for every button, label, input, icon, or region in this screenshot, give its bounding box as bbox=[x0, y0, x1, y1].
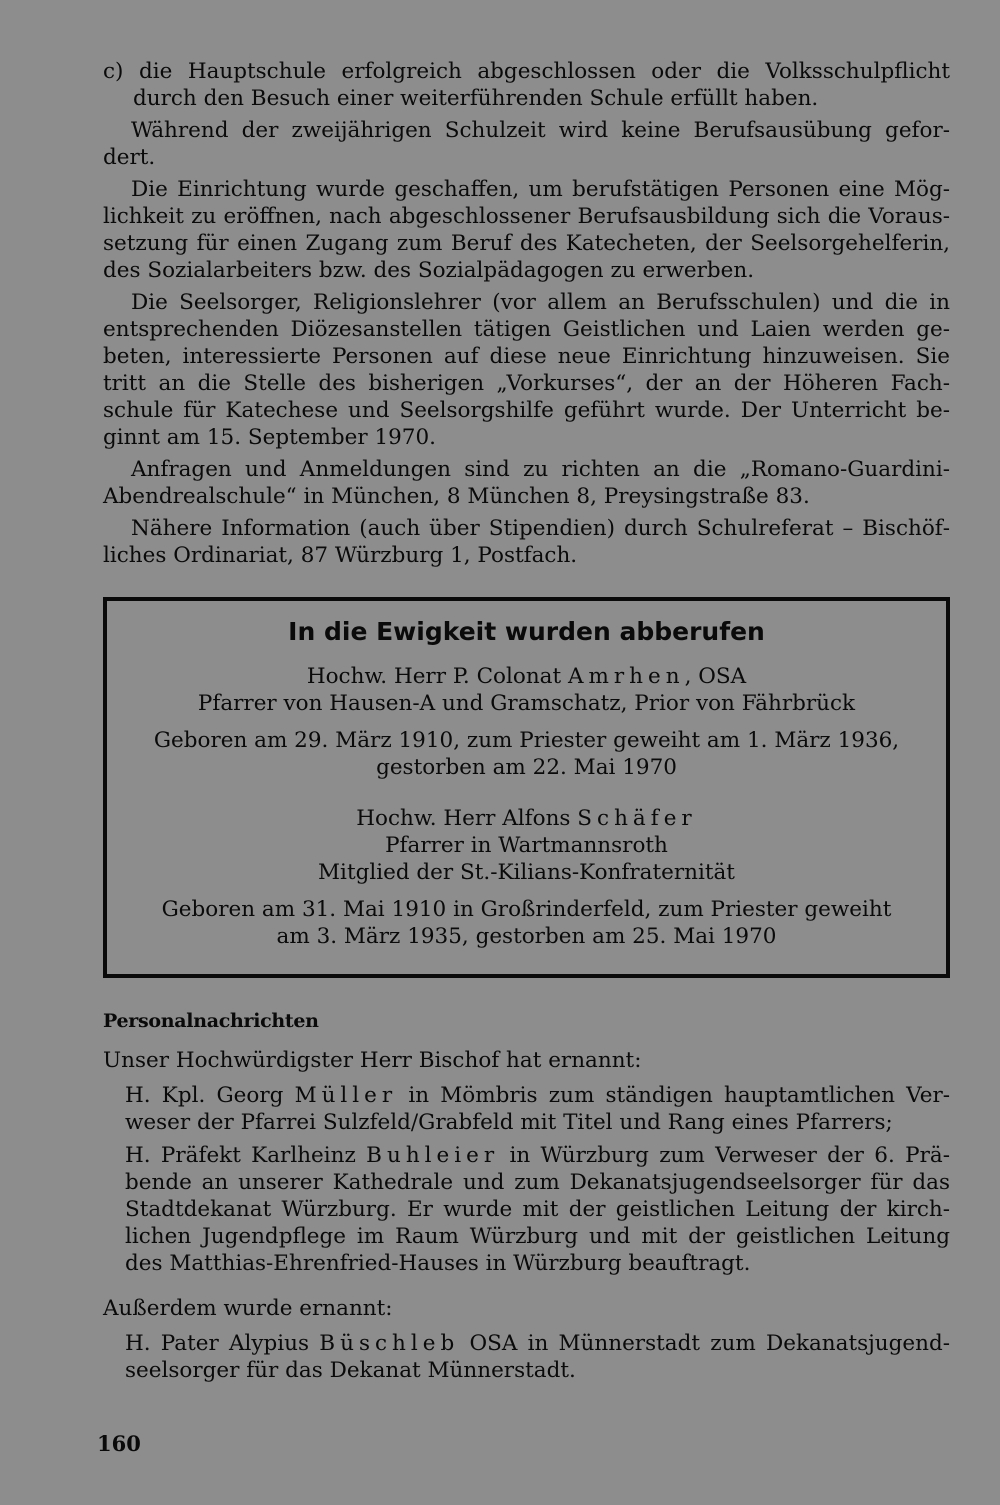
appointee-prefix: H. Pater Alypius bbox=[125, 1331, 310, 1356]
paragraph: Die Einrichtung wurde geschaffen, um berufstätigen Personen eine Möglichkeit zu eröffnen, nach abgeschlossener Berufsausbildung sich die Voraussetzung für einen Zugang zum Beruf des Katecheten, der Seelsorgehelferin, des Sozialarbeiters bzw. des Sozialpädagogen zu erwerben. bbox=[103, 177, 950, 283]
obituary-role: Pfarrer in Wartmannsroth bbox=[385, 833, 668, 858]
surname: Amrhen bbox=[567, 664, 685, 689]
obituary-dates: am 3. März 1935, gestorben am 25. Mai 1970 bbox=[276, 924, 777, 949]
obituary-box bbox=[103, 597, 950, 978]
page-content bbox=[103, 58, 950, 1390]
list-marker: c) bbox=[103, 59, 124, 84]
obituary-title: In die Ewigkeit wurden abberufen bbox=[288, 617, 765, 646]
name-suffix: , OSA bbox=[684, 664, 747, 689]
list-item-text: die Hauptschule erfolgreich abgeschlossen oder die Volksschulpflicht durch den Besuch einer weiterführenden Schule erfüllt haben. bbox=[133, 59, 950, 111]
obituary-name bbox=[147, 663, 906, 690]
appointee-prefix: H. Kpl. Georg bbox=[125, 1083, 284, 1108]
paragraph: Die Seelsorger, Religionslehrer (vor allem an Berufsschulen) und die in entsprechenden Diözesanstellen tätigen Geistlichen und Laien werden gebeten, interessierte Personen auf diese neue Einrichtung hinzuweisen. Sie tritt an die Stelle des bisherigen „Vorkurses“, der an der Höheren Fachschule für Katechese und Seelsorgshilfe geführt wurde. Der Unterricht beginnt am 15. September 1970. bbox=[103, 290, 950, 450]
name-prefix: Hochw. Herr Alfons bbox=[356, 806, 571, 831]
appointment-item bbox=[103, 1082, 950, 1136]
page-number: 160 bbox=[97, 1431, 141, 1456]
appointment-item bbox=[103, 1330, 950, 1384]
obituary-membership: Mitglied der St.-Kilians-Konfraternität bbox=[318, 860, 735, 885]
appointee-surname: Büschleb bbox=[319, 1331, 460, 1356]
appointee-surname: Buhleier bbox=[366, 1143, 500, 1168]
obituary-dates: Geboren am 29. März 1910, zum Priester geweiht am 1. März 1936, bbox=[153, 728, 900, 753]
obituary-dates: gestorben am 22. Mai 1970 bbox=[376, 755, 677, 780]
appointment-text: in Würzburg zum Verweser der 6. Präbende an unserer Kathedrale und zum Dekanatsjugendseelsorger für das Stadtdekanat Würzburg. Er wurde mit der geistlichen Leitung der kirchlichen Jugendpflege im Raum Würzburg und mit der geistlichen Leitung des Matthias-Ehrenfried-Hauses in Würzburg beauftragt. bbox=[125, 1143, 950, 1276]
appointment-text: OSA in Münnerstadt zum Dekanatsjugendseelsorger für das Dekanat Münnerstadt. bbox=[125, 1331, 950, 1383]
appointee-prefix: H. Präfekt Karlheinz bbox=[125, 1143, 356, 1168]
obituary-dates: Geboren am 31. Mai 1910 in Großrinderfeld, zum Priester geweiht bbox=[161, 897, 892, 922]
appointment-text: in Mömbris zum ständigen hauptamtlichen Verweser der Pfarrei Sulzfeld/Grabfeld mit Titel und Rang eines Pfarrers; bbox=[125, 1083, 950, 1135]
surname: Schäfer bbox=[577, 806, 697, 831]
section-heading: Personalnachrichten bbox=[103, 1010, 319, 1032]
paragraph: Während der zweijährigen Schulzeit wird keine Berufsausübung gefordert. bbox=[103, 118, 950, 170]
name-prefix: Hochw. Herr P. Colonat bbox=[306, 664, 562, 689]
list-item-c bbox=[103, 58, 950, 112]
paragraph: Anfragen und Anmeldungen sind zu richten an die „Romano-Guardini-Abendrealschule“ in München, 8 München 8, Preysingstraße 83. bbox=[103, 457, 950, 509]
obituary-name bbox=[147, 805, 906, 832]
appointments-intro: Unser Hochwürdigster Herr Bischof hat ernannt: bbox=[103, 1048, 642, 1073]
obituary-role: Pfarrer von Hausen-A und Gramschatz, Prior von Fährbrück bbox=[197, 691, 856, 716]
appointee-surname: Müller bbox=[294, 1083, 398, 1108]
paragraph: Nähere Information (auch über Stipendien) durch Schulreferat – Bischöfliches Ordinariat, 87 Würzburg 1, Postfach. bbox=[103, 516, 950, 568]
additional-appointments-intro: Außerdem wurde ernannt: bbox=[103, 1296, 393, 1321]
appointment-item bbox=[103, 1142, 950, 1277]
